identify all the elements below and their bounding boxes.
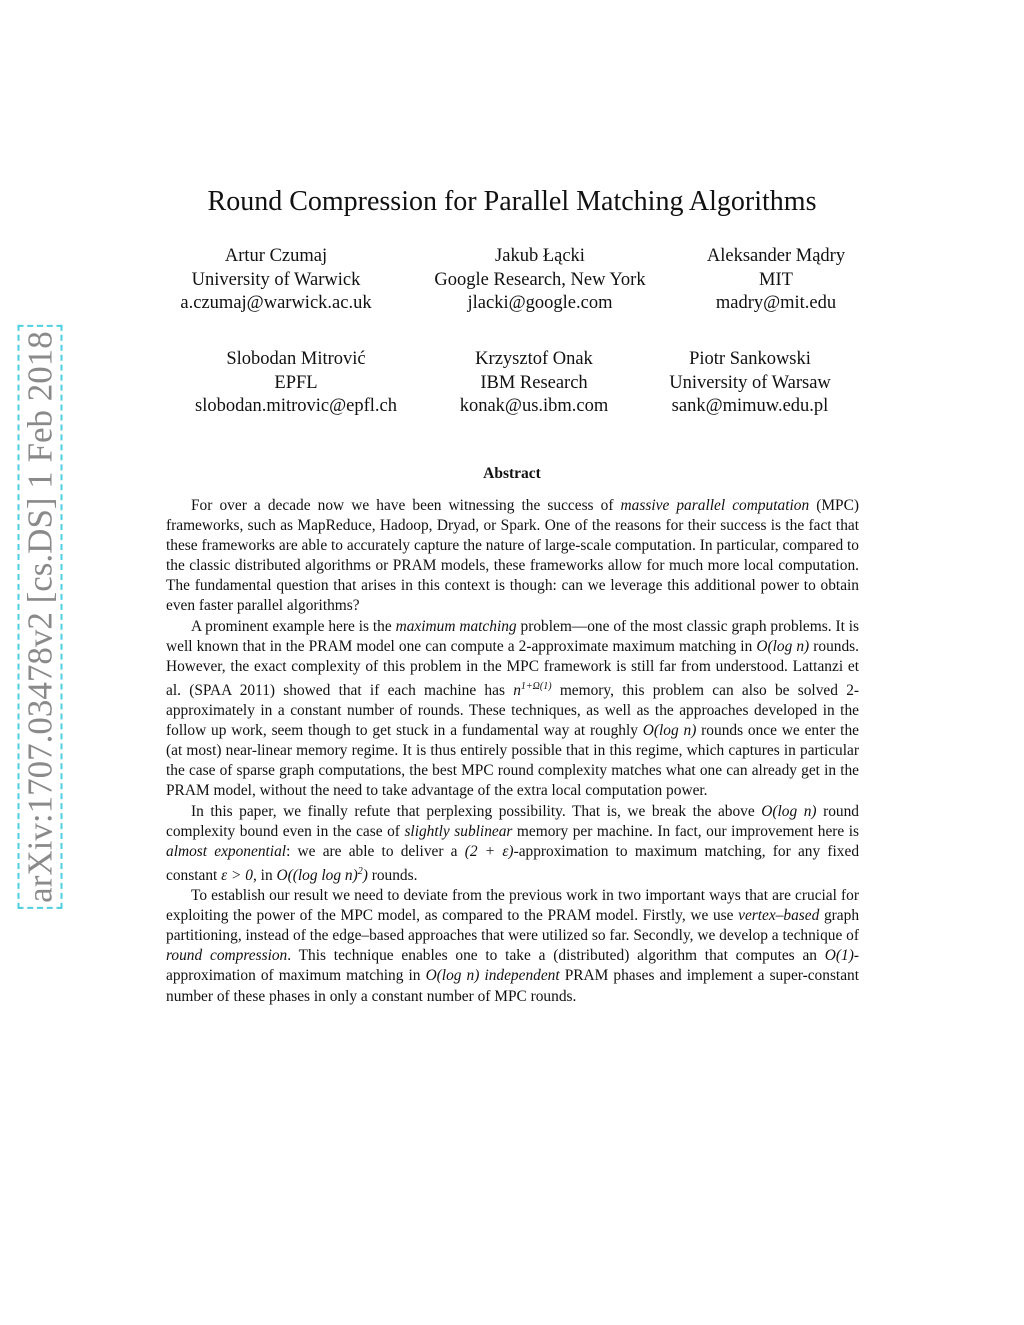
math-superscript: 1+Ω(1): [520, 680, 552, 692]
author-email[interactable]: a.czumaj@warwick.ac.uk: [180, 293, 372, 313]
math: ε > 0: [221, 866, 253, 884]
emphasis: round compression: [166, 947, 288, 965]
emphasis: slightly sublinear: [404, 822, 513, 840]
author-name: Aleksander Mądry: [706, 246, 846, 266]
math: O(log n): [761, 802, 817, 820]
abstract-paragraph: [166, 617, 859, 802]
author-affiliation: University of Warsaw: [669, 372, 831, 393]
abstract-paragraph: [166, 802, 859, 887]
abstract-paragraph: [166, 886, 859, 1007]
text: problem—one of the most classic graph problems. It is well known that in the PRAM model one can compute a 2-approximate maximum matching in: [166, 617, 860, 655]
abstract-paragraph: [166, 496, 859, 617]
author-name: Artur Czumaj: [224, 246, 328, 266]
arxiv-stamp: [19, 330, 60, 903]
emphasis: independent: [484, 967, 560, 985]
author-block: [636, 245, 916, 316]
text: rounds. However, the exact complexity of this problem in the MPC framework is still far from understood. Lattanzi et al. (SPAA 2011) showed that if each machine has: [166, 637, 860, 699]
author-name: Slobodan Mitrović: [226, 349, 366, 369]
text: , in: [252, 866, 277, 884]
author-block: [610, 348, 890, 419]
text: rounds.: [367, 866, 418, 884]
abstract-body: [166, 496, 859, 1007]
text: In this paper, we finally refute that perplexing possibility. That is, we break the above: [191, 802, 762, 820]
math: (2 + ε): [464, 842, 514, 860]
math: O((log log n): [276, 866, 358, 884]
math: n: [513, 681, 521, 699]
math-superscript: 2: [357, 865, 363, 877]
text: PRAM phases and implement a super-constant number of these phases in only a constant number of MPC rounds.: [166, 967, 860, 1005]
author-name: Piotr Sankowski: [689, 349, 811, 369]
author-email[interactable]: sank@mimuw.edu.pl: [671, 396, 829, 416]
author-email[interactable]: slobodan.mitrovic@epfl.ch: [195, 396, 397, 416]
emphasis: massive parallel computation: [620, 497, 810, 514]
math: ): [362, 866, 368, 884]
author-affiliation: EPFL: [274, 372, 318, 393]
author-email[interactable]: jlacki@google.com: [467, 293, 613, 313]
abstract-heading: Abstract: [483, 465, 541, 482]
text: A prominent example here is the: [191, 617, 396, 635]
text: round complexity bound even in the case of: [166, 802, 859, 840]
math: O(1): [824, 947, 854, 965]
math: O(log n): [642, 722, 697, 740]
text: -approximation of maximum matching in: [166, 947, 859, 985]
author-affiliation: IBM Research: [480, 372, 588, 393]
text: memory per machine. In fact, our improvement here is: [512, 822, 860, 840]
math: O(log n): [756, 637, 810, 655]
text: : we are able to deliver a: [286, 842, 465, 860]
author-email[interactable]: madry@mit.edu: [715, 293, 837, 313]
author-name: Krzysztof Onak: [475, 349, 593, 369]
arxiv-identifier[interactable]: arXiv:1707.03478v2 [cs.DS] 1 Feb 2018: [17, 325, 62, 909]
paper-title: Round Compression for Parallel Matching Algorithms: [207, 186, 817, 217]
math: O(log n): [425, 967, 480, 985]
text: To establish our result we need to deviate from the previous work in two important ways that are crucial for exploiting the power of the MPC model, as compared to the PRAM model. Firstly, we use: [166, 887, 859, 925]
author-email[interactable]: konak@us.ibm.com: [459, 396, 609, 416]
emphasis: maximum matching: [395, 617, 517, 635]
emphasis: vertex–based: [738, 907, 820, 925]
author-affiliation: Google Research, New York: [434, 269, 646, 290]
author-block: [136, 245, 416, 316]
emphasis: almost exponential: [166, 842, 287, 860]
author-affiliation: University of Warwick: [191, 269, 361, 290]
author-name: Jakub Łącki: [495, 246, 585, 266]
text: memory, this problem can also be solved 2-approximately in a constant number of rounds. These techniques, as well as the approaches developed in the follow up work, seem though to get stuck in a fundamental way at roughly: [166, 681, 860, 740]
author-affiliation: MIT: [759, 269, 793, 290]
text: -approximation to maximum matching, for any fixed constant: [166, 842, 860, 884]
text: . This technique enables one to take a (distributed) algorithm that computes an: [287, 947, 825, 965]
text: For over a decade now we have been witnessing the success of: [191, 497, 621, 514]
text: graph partitioning, instead of the edge–based approaches that were utilized so far. Secondly, we develop a technique of: [166, 907, 860, 945]
text: (MPC) frameworks, such as MapReduce, Hadoop, Dryad, or Spark. One of the reasons for their success is the fact that these frameworks are able to accurately capture the nature of large-scale computation. In particular, compared to the classic distributed algorithms or PRAM models, these frameworks allow for much more local computation. The fundamental question that arises in this context is though: can we leverage this additional power to obtain even faster parallel algorithms?: [166, 497, 859, 615]
text: rounds once we enter the (at most) near-linear memory regime. It is thus entirely possible that in this regime, which captures in particular the case of sparse graph computations, the best MPC round complexity matches what one can already get in the PRAM model, without the need to take advantage of the extra local computation power.: [166, 722, 859, 800]
